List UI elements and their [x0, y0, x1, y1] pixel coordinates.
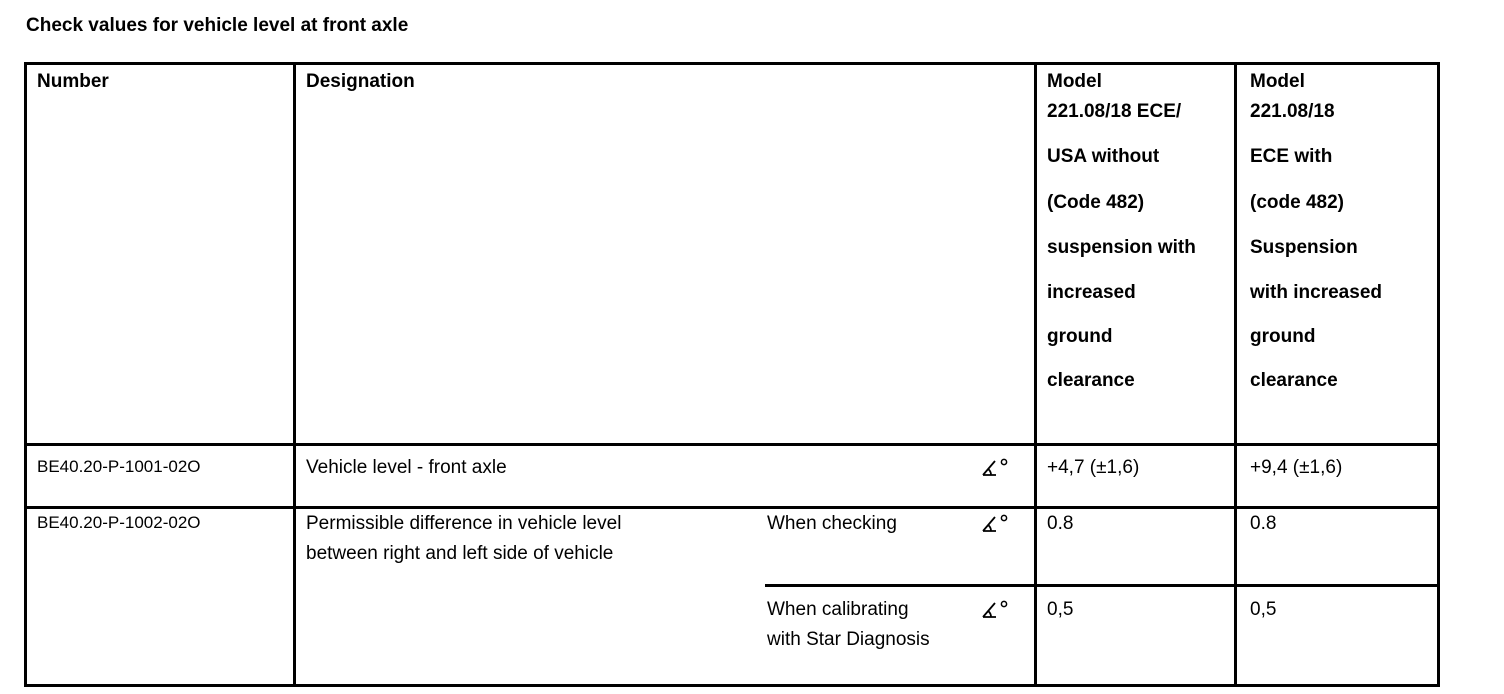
column-divider-model: [1234, 62, 1237, 687]
header-model-b-line: 221.08/18: [1250, 101, 1335, 122]
table-bottom-border: [24, 684, 1440, 687]
subrow-value-model-a: 0,5: [1047, 599, 1074, 620]
table-right-border: [1437, 62, 1440, 687]
angle-degree-icon: [981, 513, 1011, 535]
angle-degree-icon: [981, 457, 1011, 479]
subrow-value-model-a: 0.8: [1047, 513, 1074, 534]
row-designation: Vehicle level - front axle: [306, 457, 507, 478]
row-1-bottom-border: [24, 506, 1440, 509]
row-number: BE40.20-P-1001-02O: [37, 457, 201, 476]
header-model-b-line: clearance: [1250, 370, 1338, 391]
header-designation: Designation: [306, 71, 415, 92]
subrow-value-model-b: 0.8: [1250, 513, 1277, 534]
header-model-b-line: Model: [1250, 71, 1305, 92]
header-model-a-line: suspension with: [1047, 237, 1196, 258]
subrow-condition-line: with Star Diagnosis: [767, 629, 930, 650]
header-model-b-line: (code 482): [1250, 192, 1344, 213]
column-divider-number: [293, 62, 296, 687]
header-model-a-line: increased: [1047, 282, 1136, 303]
subrow-condition: When checking: [767, 513, 897, 534]
subrow-divider: [765, 584, 1440, 587]
subrow-value-model-b: 0,5: [1250, 599, 1277, 620]
header-model-a-line: (Code 482): [1047, 192, 1145, 213]
header-model-b-line: with increased: [1250, 282, 1382, 303]
header-model-a-line: clearance: [1047, 370, 1135, 391]
header-model-b-line: ground: [1250, 326, 1316, 347]
subrow-condition-line: When calibrating: [767, 599, 909, 620]
angle-degree-icon: [981, 599, 1011, 621]
row-value-model-b: +9,4 (±1,6): [1250, 457, 1343, 478]
header-model-a-line: USA without: [1047, 146, 1160, 167]
header-model-b-line: Suspension: [1250, 237, 1358, 258]
row-number: BE40.20-P-1002-02O: [37, 513, 201, 532]
table-top-border: [24, 62, 1440, 65]
page-title: Check values for vehicle level at front axle: [26, 15, 409, 36]
header-bottom-border: [24, 443, 1440, 446]
column-divider-designation: [1034, 62, 1037, 687]
row-designation-line: between right and left side of vehicle: [306, 543, 614, 564]
row-value-model-a: +4,7 (±1,6): [1047, 457, 1140, 478]
row-designation-line: Permissible difference in vehicle level: [306, 513, 622, 534]
header-number: Number: [37, 71, 109, 92]
header-model-b-line: ECE with: [1250, 146, 1333, 167]
header-model-a-line: Model: [1047, 71, 1102, 92]
table-left-border: [24, 62, 27, 687]
header-model-a-line: 221.08/18 ECE/: [1047, 101, 1182, 122]
header-model-a-line: ground: [1047, 326, 1113, 347]
